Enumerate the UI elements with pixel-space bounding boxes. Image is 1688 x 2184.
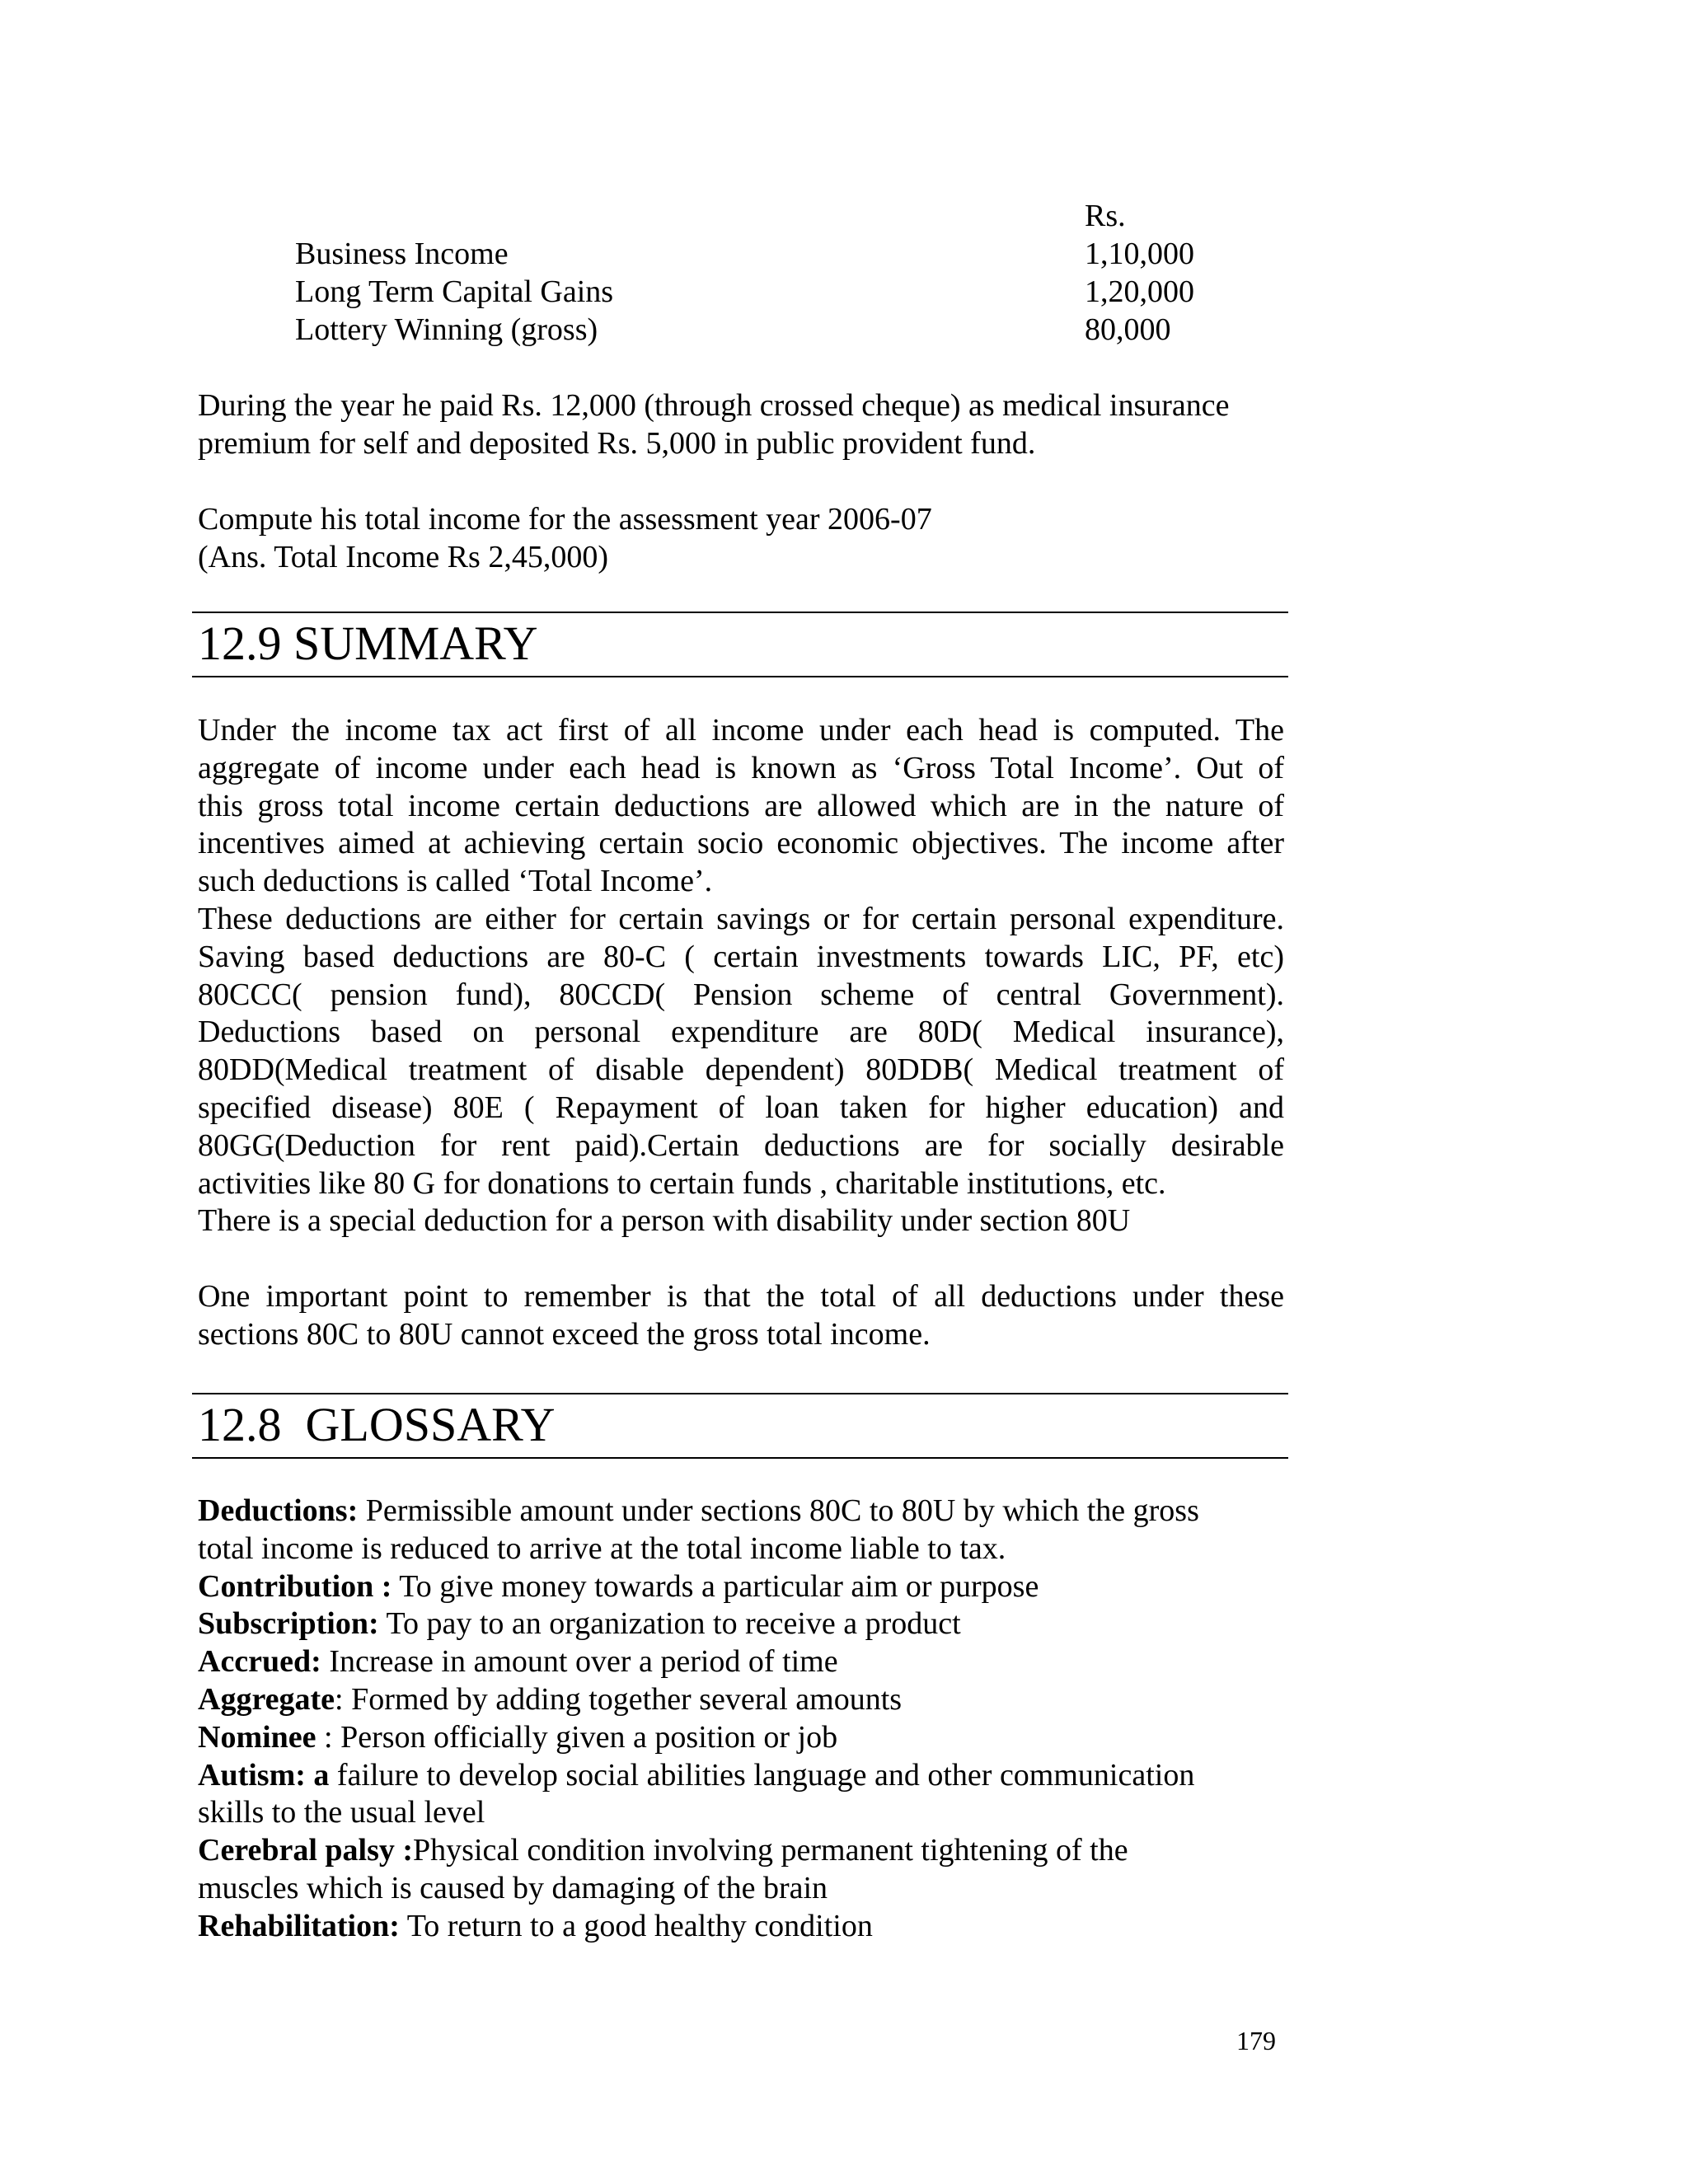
text-line: 80GG(Deduction for rent paid).Certain deductions are for socially desirable — [198, 1127, 1284, 1163]
glossary-definition: : Person officially given a position or job — [316, 1719, 838, 1755]
glossary-entry — [198, 1493, 1319, 1530]
glossary-entry — [198, 1605, 1319, 1643]
text-line: There is a special deduction for a person with disability under section 80U — [198, 1203, 1131, 1239]
glossary-term: Deductions: — [198, 1493, 359, 1528]
glossary-definition-continued: total income is reduced to arrive at the total income liable to tax. — [198, 1530, 1006, 1566]
income-label: Long Term Capital Gains — [295, 274, 614, 309]
text-line: 80DD(Medical treatment of disable dependent) 80DDB( Medical treatment of — [198, 1052, 1284, 1088]
glossary-term: Accrued: — [198, 1644, 321, 1680]
income-row — [295, 312, 1235, 349]
glossary-term: Subscription: — [198, 1606, 379, 1642]
glossary-definition: Increase in amount over a period of time — [321, 1644, 838, 1680]
problem-paragraph — [198, 387, 1284, 463]
text-line: activities like 80 G for donations to certain funds , charitable institutions, etc. — [198, 1165, 1166, 1201]
income-amount: 80,000 — [1085, 312, 1171, 347]
glossary-definition: To return to a good healthy condition — [399, 1908, 873, 1943]
glossary-entry — [198, 1908, 1319, 1946]
text-line: premium for self and deposited Rs. 5,000 in public provident fund. — [198, 425, 1036, 461]
page-number: 179 — [1236, 2026, 1276, 2055]
income-label: Business Income — [295, 237, 509, 271]
glossary-definition: Permissible amount under sections 80C to 80U by which the gross — [358, 1493, 1199, 1528]
text-line: specified disease) 80E ( Repayment of loan taken for higher education) and — [198, 1090, 1284, 1125]
text-line: aggregate of income under each head is known as ‘Gross Total Income’. Out of — [198, 750, 1284, 785]
text-line: Saving based deductions are 80-C ( certain investments towards LIC, PF, etc) — [198, 939, 1284, 974]
glossary-term: Aggregate — [198, 1681, 335, 1717]
income-amount: 1,20,000 — [1085, 274, 1194, 309]
income-row — [295, 236, 1235, 274]
glossary-entry — [198, 1568, 1319, 1606]
glossary-term: Nominee — [198, 1719, 316, 1755]
glossary-entry — [198, 1832, 1319, 1870]
text-line: Deductions based on personal expenditure are 80D( Medical insurance), — [198, 1015, 1284, 1050]
glossary-definition-continued: muscles which is caused by damaging of the brain — [198, 1870, 828, 1905]
glossary-entry — [198, 1719, 1319, 1757]
text-line: Under the income tax act first of all income under each head is computed. The — [198, 713, 1284, 748]
section-rule-bottom — [192, 1457, 1288, 1459]
text-line: One important point to remember is that the total of all deductions under these — [198, 1279, 1284, 1314]
income-label: Lottery Winning (gross) — [295, 312, 598, 347]
glossary-entry — [198, 1643, 1319, 1681]
glossary-definition: Physical condition involving permanent tightening of the — [413, 1833, 1128, 1868]
section-rule-top — [192, 612, 1288, 613]
section-rule-top — [192, 1393, 1288, 1394]
text-line: sections 80C to 80U cannot exceed the gross total income. — [198, 1316, 931, 1352]
glossary-definition: : Formed by adding together several amounts — [335, 1681, 903, 1717]
income-row — [295, 274, 1235, 312]
glossary-term: Autism: a — [198, 1757, 330, 1793]
text-line: such deductions is called ‘Total Income’. — [198, 864, 713, 899]
summary-paragraph — [198, 712, 1284, 1240]
glossary-entry — [198, 1681, 1319, 1719]
important-paragraph — [198, 1278, 1284, 1354]
glossary-entry — [198, 1757, 1319, 1795]
glossary-definition: To pay to an organization to receive a product — [378, 1606, 961, 1642]
glossary-term: Cerebral palsy : — [198, 1833, 414, 1868]
glossary-term: Rehabilitation: — [198, 1908, 400, 1943]
income-amount: 1,10,000 — [1085, 237, 1194, 271]
glossary-list — [198, 1493, 1319, 1946]
section-rule-bottom — [192, 676, 1288, 677]
glossary-definition: To give money towards a particular aim or purpose — [392, 1568, 1039, 1604]
compute-line: Compute his total income for the assessment year 2006-07 — [198, 502, 932, 537]
answer-line: (Ans. Total Income Rs 2,45,000) — [198, 539, 608, 574]
summary-heading: 12.9 SUMMARY — [198, 616, 538, 670]
glossary-definition: failure to develop social abilities language and other communication — [329, 1757, 1195, 1793]
glossary-term: Contribution : — [198, 1568, 392, 1604]
text-line: During the year he paid Rs. 12,000 (through crossed cheque) as medical insurance — [198, 388, 1230, 423]
glossary-definition-continued: skills to the usual level — [198, 1795, 485, 1830]
currency-header: Rs. — [1085, 199, 1126, 233]
compute-paragraph — [198, 501, 1284, 577]
text-line: incentives aimed at achieving certain socio economic objectives. The income after — [198, 826, 1284, 861]
text-line: 80CCC( pension fund), 80CCD( Pension scheme of central Government). — [198, 977, 1284, 1012]
text-line: this gross total income certain deductions are allowed which are in the nature of — [198, 788, 1284, 823]
glossary-heading: 12.8 GLOSSARY — [198, 1398, 556, 1451]
text-line: These deductions are either for certain savings or for certain personal expenditure. — [198, 901, 1284, 936]
